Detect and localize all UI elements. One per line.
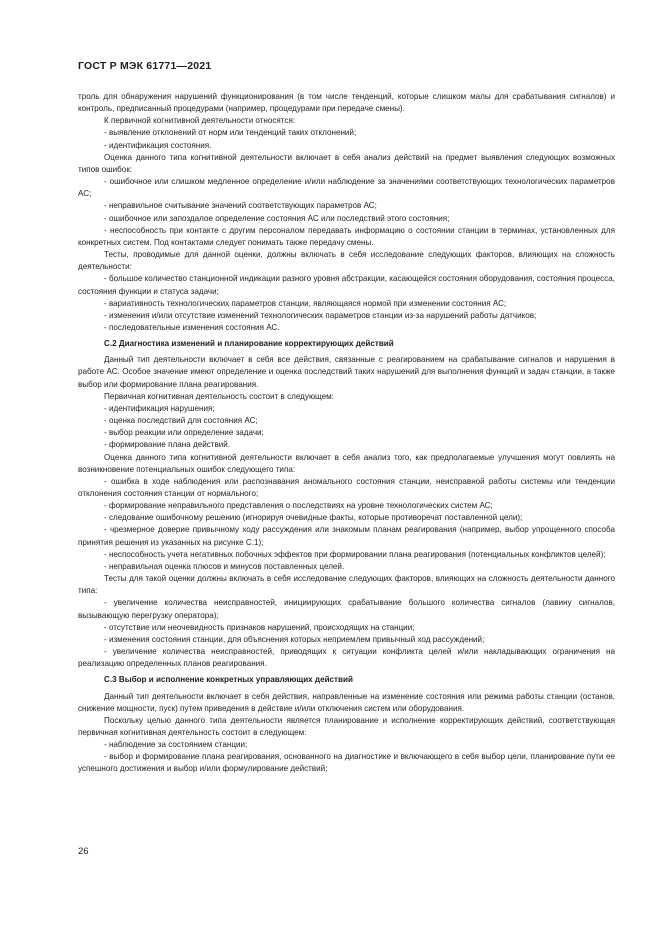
list-item: - отсутствие или неочевидность признаков нарушений, происходящих на станции; [104, 622, 415, 632]
paragraph: К первичной когнитивной деятельности относятся: [104, 116, 296, 126]
list-item: - ошибочное или запоздалое определение состояния АС или последствий этого состояния; [104, 213, 450, 223]
list-item: - выбор и формирование плана реагирования, основанного на диагностике и включающего в себя выбор цели, планирование пути ее успешного достижения и выбор и/или формулирование действий; [78, 752, 615, 774]
list-item: - неправильная оценка плюсов и минусов поставленных целей. [104, 561, 345, 571]
list-item: - наблюдение за состоянием станции; [104, 740, 248, 750]
page-number: 26 [78, 846, 89, 857]
paragraph-continuation: троль для обнаружения нарушений функционирования (в том числе тенденций, которые слишком малы для срабатывания сигналов) и контроль, предписанный процедурами (например, процедурами при передаче смены). [78, 92, 615, 114]
list-item: - вариативность технологических параметров станции, являющаяся нормой при изменении состояния АС; [104, 298, 507, 308]
list-item: - выбор реакции или определение задачи; [104, 428, 264, 438]
list-item: - большое количество станционной индикации разного уровня абстракции, касающейся состояния оборудования, состояния процесса, состояния функции и статуса задачи; [78, 274, 615, 296]
paragraph: Поскольку целью данного типа деятельности является планирование и исполнение корректирующих действий, соответствующая первичная когнитивная деятельность состоит в следующем: [78, 715, 615, 737]
list-item: - ошибочное или слишком медленное определение и/или наблюдение за значениями соответствующих технологических параметров АС; [78, 177, 615, 199]
document-header: ГОСТ Р МЭК 61771—2021 [78, 60, 212, 72]
section-heading: С.3 Выбор и исполнение конкретных управляющих действий [104, 675, 353, 685]
section-heading: С.2 Диагностика изменений и планирование корректирующих действий [104, 339, 394, 349]
list-item: - формирование плана действий. [104, 440, 231, 450]
list-item: - ошибка в ходе наблюдения или распознавания аномального состояния станции, неисправной работы системы или тенденции отклонения состояния станции от нормального; [78, 476, 615, 498]
paragraph: Первичная когнитивная деятельность состоит в следующем: [104, 391, 334, 401]
list-item: - последовательные изменения состояния АС. [104, 322, 280, 332]
list-item: - неспособность учета негативных побочных эффектов при формировании плана реагирования (потенциальных конфликтов целей); [104, 549, 606, 559]
list-item: - формирование неправильного представления о последствиях на уровне технологических систем АС; [104, 501, 493, 511]
paragraph: Оценка данного типа когнитивной деятельности включает в себя анализ действий на предмет выявления следующих возможных типов ошибок: [78, 152, 615, 174]
list-item: - увеличение количества неисправностей, приводящих к ситуации конфликта целей и/или накладывающих ограничения на реализацию определенных планов реагирования. [78, 647, 615, 669]
paragraph: Данный тип деятельности включает в себя действия, направленные на изменение состояния или режима работы станции (останов, снижение мощности, пуск) путем приведения в действие и/или отключения систем или оборудования. [78, 691, 615, 713]
paragraph: Тесты для такой оценки должны включать в себя исследование следующих факторов, влияющих на сложность деятельности данного типа: [78, 574, 615, 596]
list-item: - оценка последствий для состояния АС; [104, 416, 258, 426]
list-item: - следование ошибочному решению (игнорируя очевидные факты, которые противоречат поставленной цели); [104, 513, 523, 523]
paragraph: Оценка данного типа когнитивной деятельности включает в себя анализ того, как предполагаемые улучшения могут повлиять на возникновение потенциальных ошибок следующего типа: [78, 452, 615, 474]
paragraph: Данный тип деятельности включает в себя все действия, связанные с реагированием на срабатывание сигналов и нарушения в работе АС. Особое значение имеют определение и оценка последствий таких нарушений для выполнения функций и задач станции, а также выбор или формирование плана реагирования. [78, 355, 615, 389]
list-item: - неспособность при контакте с другим персоналом передавать информацию о состоянии станции в терминах, установленных для конкретных систем. Под контактами следует понимать также передачу смены. [78, 225, 615, 247]
list-item: - увеличение количества неисправностей, инициирующих срабатывание большого количества сигналов (лавину сигналов, вызывающую перегрузку оператора); [78, 598, 615, 620]
list-item: - идентификация состояния. [104, 140, 212, 150]
list-item: - чрезмерное доверие привычному ходу рассуждения или знакомым планам реагирования (например, выбор упрощенного способа принятия решения из указанных на рисунке С.1); [78, 525, 615, 547]
document-body [78, 91, 615, 776]
list-item: - изменения и/или отсутствие изменений технологических параметров станции из-за нарушений работы датчиков; [104, 310, 537, 320]
list-item: - идентификация нарушения; [104, 403, 215, 413]
list-item: - изменения состояния станции, для объяснения которых неприемлем привычный ход рассуждений; [104, 634, 485, 644]
paragraph: Тесты, проводимые для данной оценки, должны включать в себя исследование следующих факторов, влияющих на сложность деятельности: [78, 250, 615, 272]
list-item: - выявление отклонений от норм или тенденций таких отклонений; [104, 128, 357, 138]
list-item: - неправильное считывание значений соответствующих параметров АС; [104, 201, 377, 211]
